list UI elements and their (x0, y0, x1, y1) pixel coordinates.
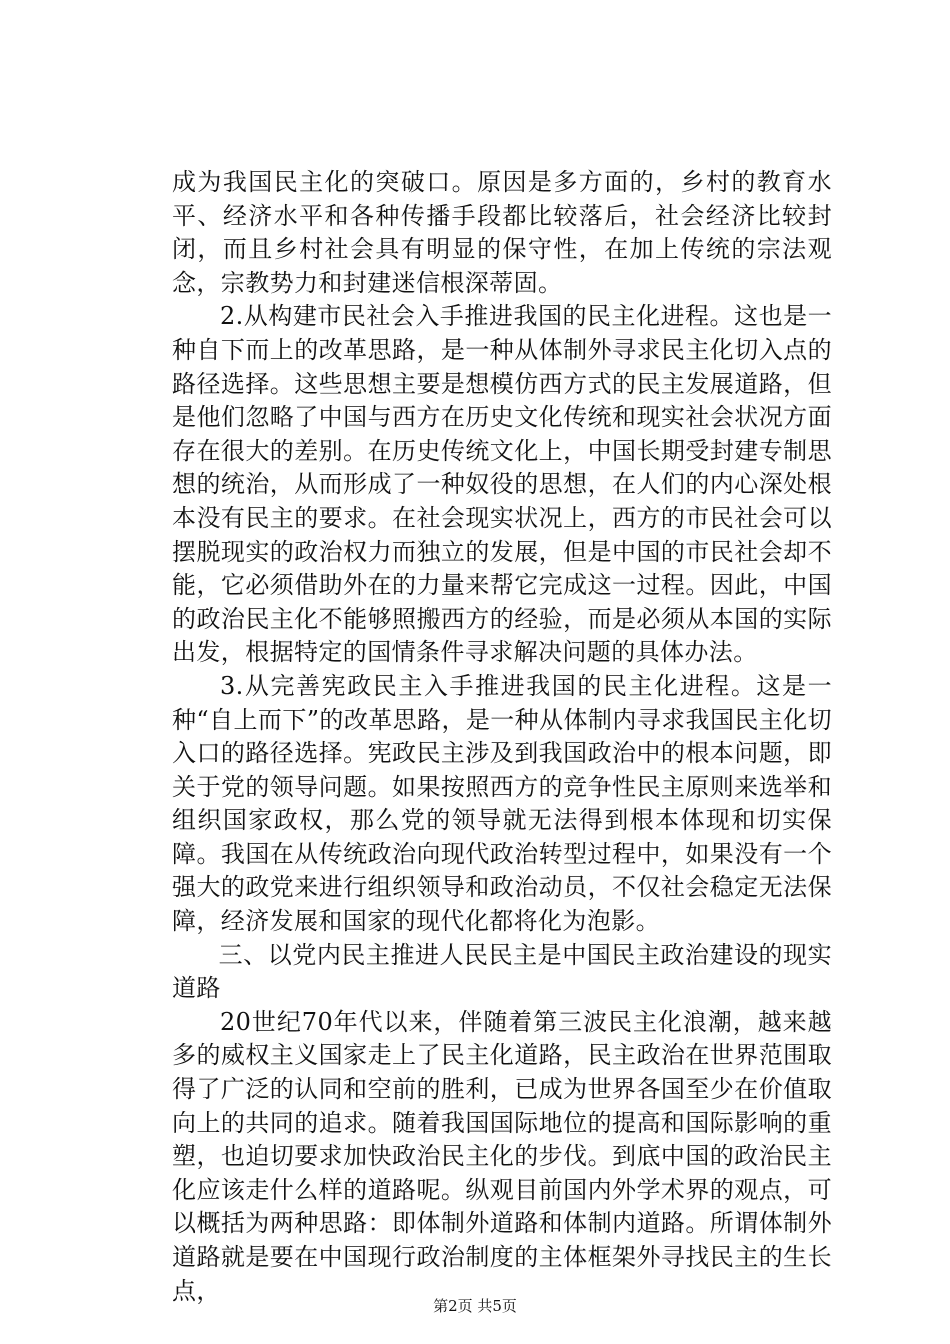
document-body (172, 166, 832, 1308)
paragraph-section-3-intro: 20世纪70年代以来，伴随着第三波民主化浪潮，越来越多的威权主义国家走上了民主化道路，民主政治在世界范围取得了广泛的认同和空前的胜利，已成为世界各国至少在价值取向上的共同的追求。随着我国国际地位的提高和国际影响的重塑，也迫切要求加快政治民主化的步伐。到底中国的政治民主化应该走什么样的道路呢。纵观目前国内外学术界的观点，可以概括为两种思路：即体制外道路和体制内道路。所谓体制外道路就是要在中国现行政治制度的主体框架外寻找民主的生长点， (172, 1007, 832, 1305)
paragraph-point-3: 3.从完善宪政民主入手推进我国的民主化进程。这是一种“自上而下”的改革思路，是一种从体制内寻求我国民主化切入口的路径选择。宪政民主涉及到我国政治中的根本问题，即关于党的领导问题。如果按照西方的竞争性民主原则来选举和组织国家政权，那么党的领导就无法得到根本体现和切实保障。我国在从传统政治向现代政治转型过程中，如果没有一个强大的政党来进行组织领导和政治动员，不仅社会稳定无法保障，经济发展和国家的现代化都将化为泡影。 (172, 671, 832, 936)
paragraph-point-2: 2.从构建市民社会入手推进我国的民主化进程。这也是一种自下而上的改革思路，是一种从体制外寻求民主化切入点的路径选择。这些思想主要是想模仿西方式的民主发展道路，但是他们忽略了中国与西方在历史文化传统和现实社会状况方面存在很大的差别。在历史传统文化上，中国长期受封建专制思想的统治，从而形成了一种奴役的思想，在人们的内心深处根本没有民主的要求。在社会现实状况上，西方的市民社会可以摆脱现实的政治权力而独立的发展，但是中国的市民社会却不能，它必须借助外在的力量来帮它完成这一过程。因此，中国的政治民主化不能够照搬西方的经验，而是必须从本国的实际出发，根据特定的国情条件寻求解决问题的具体办法。 (172, 302, 832, 667)
paragraph-continuation: 成为我国民主化的突破口。原因是多方面的，乡村的教育水平、经济水平和各种传播手段都比较落后，社会经济比较封闭，而且乡村社会具有明显的保守性，在加上传统的宗法观念，宗教势力和封建迷信根深蒂固。 (172, 168, 832, 297)
page-number-footer: 第2页 共5页 (433, 1297, 517, 1315)
section-heading-3: 三、以党内民主推进人民民主是中国民主政治建设的现实道路 (172, 940, 832, 1003)
